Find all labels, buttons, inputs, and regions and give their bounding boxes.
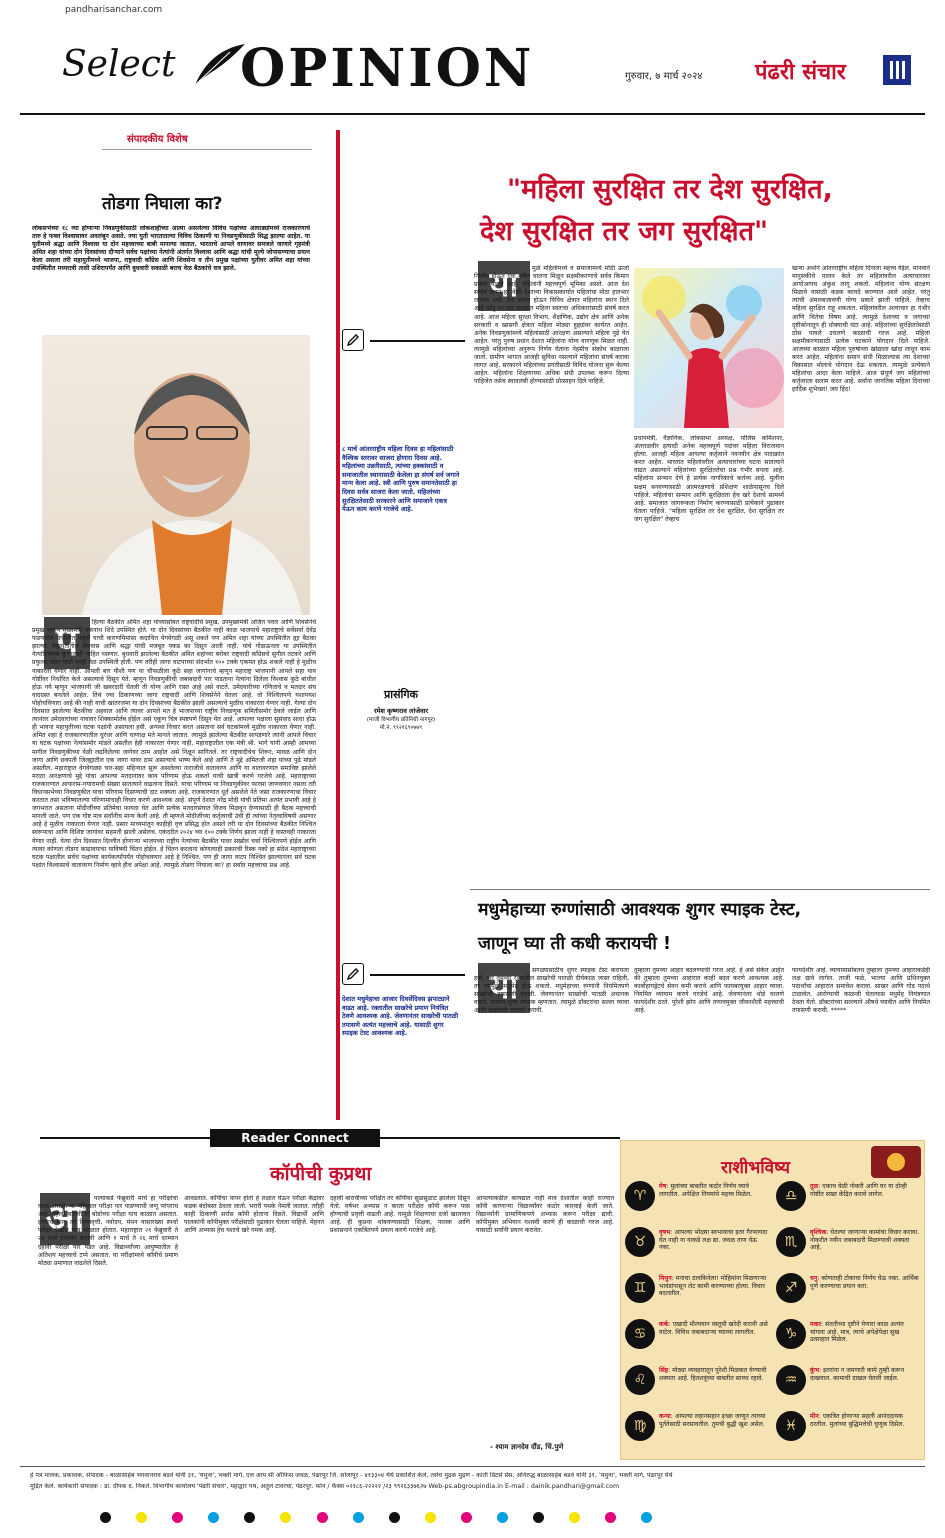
column-divider [336,130,340,1120]
pisces-icon: ♓ [776,1411,806,1441]
virgo-icon: ♍ [625,1411,655,1441]
opinion-title: OPINION [240,38,535,99]
sugar-col-2: तुम्हाला तुमच्या आहार बदलण्याची गरज आहे. हे असे संकेत आहेत की तुम्हाला तुमच्या आहारात काही बदल करणे आवश्यक आहे. कार्बोहायड्रेटचे सेवन कमी करावे आणि फायबरयुक्त आहार घ्यावा. नियमित व्यायाम करणे गरजेचे आहे. जेवणानंतर थोडे चालणे फायदेशीर ठरते. पुरेशी झोप आणि तणावमुक्त जीवनशैली महत्त्वाची आहे. [634,967,784,1015]
rashi-item-dhanu: ♐ धनु: कोणताही टोकाचा निर्णय घेऊ नका. आर्थिक पूर्ण करण्याचा प्रयत्न करा. [776,1273,924,1306]
reader-rule-right [380,1137,620,1139]
dot-cyan-4 [641,1512,652,1523]
dot-black-3 [389,1512,400,1523]
sugar-col-3: फायदेशीर आहे. व्यायामासोबतच तुम्हाला तुमच्या आहाराकडेही लक्ष द्यावे लागेल. ताजी फळे, भाज्या आणि प्रथिनयुक्त पदार्थांचा आहारात समावेश करावा. साखर आणि गोड पदार्थ टाळावेत. आरोग्याची काळजी घेतल्यास मधुमेह नियंत्रणात ठेवता येतो. डॉक्टरांच्या सल्ल्याने औषधे घ्यावीत आणि नियमित तपासणी करावी. ***** [792,967,930,1015]
masthead [0,0,945,115]
section-tag: संपादकीय विशेष [127,134,188,145]
byline-name: रमेश कृष्णराव लांजेवार [373,707,429,715]
dot-black-2 [244,1512,255,1523]
rashi-item-makar: ♑ मकर: संततीच्या दृष्टीने येणारा काळ अत्यंत चांगला आहे. मात्र, त्याचे अपेक्षेपेक्षा सुख उत्साहात मिळेल. [776,1319,924,1352]
women-col-2: प्रधानमंत्री, वैज्ञानिक, लोकसभा अध्यक्ष, पोलिस कमिशनर, अंतराळवीर इत्यादी अनेक महत्त्वपूर्ण पदांवर महिला विराजमान होत्या. आजही महिला आपल्या कर्तृत्वाने नवनवीन क्षेत्र पादाक्रांत करत आहेत. भारतात महिलांवरील अत्याचारांच्या घटना सातत्याने वाढत असल्याने महिलांच्या सुरक्षिततेचा प्रश्न गंभीर बनला आहे. महिलांना सन्मान देणे हे प्रत्येक नागरिकाचे कर्तव्य आहे. मुलींना सक्षम बनवण्यासाठी आत्मरक्षणाचे प्रशिक्षण शाळेपासूनच दिले पाहिजे. महिलांचा सन्मान आणि सुरक्षितता हेच खरे देशाचे सामर्थ्य आहे. समाजात जागरूकता निर्माण करण्यासाठी प्रत्येकाने पुढाकार घेतला पाहिजे. "महिला सुरक्षित तर देश सुरक्षित, देश सुरक्षित तर जग सुरक्षित" तेव्हाच [634,435,784,523]
women-headline-1: "महिला सुरक्षित तर देश सुरक्षित, [507,174,833,205]
dot-magenta-2 [317,1512,328,1523]
editorial-body: हिल्या बैठकीत अमित शहा यांच्यासोबत राष्ट्रवादीचे प्रमुख, उपमुख्यमंत्री अजित पवार आणि शिवसेनेचे प्रमुख म्हणून मुख्यमंत्री एकनाथ शिंदे उपस्थित होते. या दोन दिवसांच्या बैठकीत नाही काळ भाजपाचे महाराष्ट्राचे सर्वेसर्वा देवेंद्र फडणवीस उपस्थित नव्हते याची कारणमिमांसा कदाचित वेगवेगळी असू शकते पण अमित शहा यांच्या उपस्थितीत ह्या बैठका झाल्या. महायुतीतील विश्वास आणि श्रद्धा यांची मजबूत पकड का दिसून आली नाही. यांचे गोडाऊनला या उपस्थितीत नेत्यांविषयक कुणालाही माहित नसणार. बुधवारी झालेल्या बैठकीत अमित शहांच्या बरोबर राष्ट्रवादी काँग्रेसचे सुनील तटकरे आणि प्रफुल्ल पटेल यांची काही वेळ उपस्थिती होती. पण तरीही जागा वाटपाच्या संदर्भात १०० टक्के एकमत होऊ शकले नाही हे मुळीच नाकारता येणार नाही. आपली बार यीशी पण या चौफळीला कुठे सहा जागांनाचे म्हणून महाराष्ट्र भाजपानी आपले सहा याव गोष्टींवर निर्धारित केले असल्याचे दिसून येते. म्हणून निवडणुकीची जबाबदारी पार पाडताना नेत्यांना दिलेला विश्वास कुठे बांधील होऊ नये म्हणून भाजपानी जी खबरदारी घेतली ती योग्य आणि रास्त आहे असे वाटते. उमेदवारीच्या गणिताचे व मतदार संघ वादग्रस्त बनलेले आहेत. तिथं ज्या ठिकाणच्या जागा राष्ट्रवादी आणि शिवसेनेने घेतला आहे. तो निश्चितपणे यशापयश पोहोचविणारा आहे की नाही याची खातरजमा या दोन दिवसांच्या बैठकीत झाली असल्याचे मुळीच नाकारता येणार नाही. गेल्या दोन दिवसात झालेल्या बैठकीचा अहवाल आणि त्यावर आपले मत हे भाजपाच्या राष्ट्रीय निवडणूक समितीसमोर ठेवले जाईल आणि त्यानंतर उमेदवारांच्या नावावर शिक्कामोर्तब होईल असे एकूण चित्र स्पष्टपणे दिसून येत आहे. आपल्या पक्षाला सुसंवाद साधा होऊ ही भावना महायुतीच्या घटक पक्षांनी असायला हवी. अन्यथा विचार करत असताना सर्व घटकांमध्ये मुळीच नाकारता येणार नाही. अमित शहा हे राजकारणातील धुरंधर आणि चाणाक्ष मते मानले जातात. त्यामुळे झालेल्या बैठकीत सापडणारे त्यांनी आपले विचार या घटक पक्षांच्या नेत्यांसमोर मांडले असतील हेही नाकारता येणार नाही. महाराष्ट्रातील एक मंत्री श्री. भागे यांनी आम्ही आमच्या मागील निवडणुकीच्या वेळी लढविलेल्या जागेवर ठाम आहोत असे निक्षून सांगितले. तर राष्ट्रवादीचेच शिरूर, मावळ आणि दोन जागा आणि छत्रपती जिल्ह्यातील एक जागा यावर ठाम असल्याचे भाष्य केले आहे आणि ते मुद्दे अमितजी शहा यांच्या पुढे मांडले असतील. महाराष्ट्रात वेगवेगळ्या चार-सहा महिन्यात सुरू असलेल्या नाराजीचे वातावरण आणि या वातावरणात समाविष्ट झालेले मराठा आरक्षणाचे मुद्दे यांचा आपल्या मतदानावर काय परिणाम होऊ शकतो याची खात्री करणे गरजेचे आहे. महाराष्ट्राच्या राजकारणात आयाराम-गयारामची संख्या सातत्याने वाढताना दिसते. याचा परिणाम या निवडणुकीवर फारसा जाणवणार नसला तरी विधानसभेच्या निवडणुकीत याचा परिणाम दिसण्याची दाट शक्यता आहे. राजकारणात धूर्त असलेले नेते जसा राजकारणाचा विचार करतात तसा भविष्यातल्या परिणामांचाही विचार करणे आवश्यक आहे. संपूर्ण देशात नरेंद्र मोदी यांची प्रतिमा अत्यंत प्रभावी आहे हे जगभरात असताना मोदीजींच्या प्रतिमेचा फायदा घेत आणि प्रत्येक मतदारसंघात विजय मिळवून देण्यासाठी ही बैठक महत्त्वाची मानली जाते. पण एक गोष्ट मात्र सर्वांनीच मान्य केली आहे. ती म्हणजे मोदीजींच्या कर्तृत्वाची उंची ही त्यांच्या नेतृत्वाविषयी असणार आहे हे मुळीच नाकारता येणार नाही. प्रसार माध्यमांतून काहीही वृत्त प्रसिद्ध होत असले तरी या दोन दिवसांच्या बैठकीत निश्चित स्वरूपाचा आणि विशिष्ट जागांवर सहमती झाली असेलच. एकंदरीत २०२४ च्या १०० टक्के निर्णय झाला नाही हे वास्तवही नाकारता येणार नाही. येत्या दोन दिवसात दिल्लीत होणाऱ्या भाजपच्या राष्ट्रीय नेत्यांच्या बैठकीत यावर सखोल चर्चा निश्चितपणे होईल आणि त्यावर कोणता तोडगा काढावयाचा याविषयी चिंतन होईल. हे चिंतन करताना कोणत्याही प्रकारची रिस्क नको हा संदेश महाराष्ट्राच्या घटक पक्षातील सर्वच पक्षांच्या कार्यकर्त्यांपर्यंत पोहोचवणार आहे हे निश्चित. पण ही जागा वाटप निश्चित झाल्यानंतर सर्व घटक पक्षांत विश्वासाचे वातावरण निर्माण व्हावे हीच अपेक्षा आहे. त्यामुळे तोडगा निघाला का? हा सर्वात महत्त्वाचा प्रश्न आहे. [32,619,316,869]
rashi-item-tul: ♎ तुळ: एकाच वेळी नोकरी आणि घर या दोन्ही गोष्टींत सख्त केंद्रित करावे लागेल. [776,1181,924,1214]
footer-imprint-1: हे पत्र मालक, प्रकाशक, संपादक - बाळासाहेब भगवानराव बडवे यांनी ३१, 'यमुना', भक्ती मार्ग, एल आय सी ऑफिस जवळ, पंढरपूर जि. सोलापूर - ४१३३०४ येथे प्रकाशित केले, तसेच मुद्रक मुद्रण - कांती प्रिंटर्स प्रेस, अनिरुद्ध बाळासाहेब बडवे यांनी ३१, 'यमुना', भक्ती मार्ग, पंढरपूर येथे [30,1472,673,1479]
dot-magenta-1 [172,1512,183,1523]
dot-cyan-3 [497,1512,508,1523]
issue-date: गुरुवार, ७ मार्च २०२४ [625,71,703,82]
women-col-1: मुळे महिलांमध्ये व समाजामध्ये मोठी ऊर्जा निर्माण होऊन एक नवीन चालना मिळून सक्षमीकरणाचे सर्वत्र किमान प्रमाण वाढले आहे. महिलांनी महत्त्वपूर्ण भूमिका असते. आज देश स्वतंत्र पावन हर वेळी देशाच्या विकासकार्यात महिलांचा मोठा हातभार लागला आहे. देश स्वतंत्र होऊन विविध क्षेत्रात महिलांना स्थान दिले आहे परंतु २१ व्या शतकात महिला स्वतःचा अधिकारांसाठी संघर्ष करत आहे. आज महिला सुरक्षा विभाग, शैक्षणिक, उद्योग क्षेत्र आणि अनेक सरकारी व खासगी क्षेत्रात महिला मोठ्या हुद्द्यांवर कार्यरत आहेत. अनेक निवडणुकांमध्ये महिलांसाठी आरक्षण असल्याने महिला पुढे येत आहेत. परंतु पुरुष प्रधान देशात महिलांना योग्य वागणूक मिळत नाही. त्यामुळे महिलांच्या अनुरूप निर्णय घेताना नेहमीच संकोच बाळगला जातो. ग्रामीण भागात आजही सुविधा नसल्याने महिलांना संघर्ष करावा लागत आहे. सरकारने महिलांच्या प्रगतीसाठी विविध योजना सुरू केल्या आहेत. महिलांना शिक्षणाच्या अधिक संधी उपलब्ध करून दिल्या पाहिजेत तसेच स्वावलंबी होण्यासाठी प्रोत्साहन दिले पाहिजे. [474,265,629,386]
sugar-quote-box: देशात मधुमेहाचा आजार दिवसेंदिवस झपाट्याने वाढत आहे. रक्तातील साखरेचे प्रमाण नियंत्रित ठेवणे आवश्यक आहे. जेवणानंतर साखरेची पातळी तपासणे अत्यंत महत्त्वाचे आहे. यासाठी शुगर स्पाइक टेस्ट आवश्यक आहे. [342,995,459,1038]
reader-col-3: दहावी बारावीच्या परीक्षेत तर कॉपीचा सुळसुळाट झालेला दिसून येतो. वर्षभर अभ्यास न करता परीक्षेत कॉपी करून पास होण्याची प्रवृत्ती वाढली आहे. यामुळे शिक्षणाचा दर्जा खालावत आहे. ही कुप्रथा थांबवण्यासाठी शिक्षक, पालक आणि प्रशासनाने एकत्रितपणे प्रयत्न करणे गरजेचे आहे. [330,1195,470,1235]
cancer-icon: ♋ [625,1319,655,1349]
byline-title: प्रासंगिक [383,688,419,701]
quote-rule [370,340,465,342]
reader-signature: - श्याम ज्ञानदेव दौंड, चिं.पुणे [490,1443,564,1451]
rashi-item-kark: ♋ कर्क: एखादी मौल्यवान वस्तूची खरेदी करावी असे वाटेल. विविध जबाबदाऱ्या घ्याव्या लागतील. [625,1319,773,1352]
taurus-icon: ♉ [625,1227,655,1257]
women-quote-box: ८ मार्च आंतरराष्ट्रीय महिला दिवस हा महिलांसाठी वैश्विक स्तरावर साजरा होणारा दिवस आहे. महिलांच्या उन्नतीसाठी, त्यांच्या हक्कांसाठी व समाजातील स्थानासाठी केलेला हा संघर्ष सर्व जगाने मान्य केला आहे. स्त्री आणि पुरुष समानतेसाठी हा दिवस सर्वत्र साजरा केला जातो. महिलांच्या सुरक्षिततेसाठी सरकारने आणि समाजाने एकत्र येऊन काम करणे गरजेचे आहे. [342,445,460,514]
footer-imprint-2: मुद्रित केले. कार्यकारी संपादक : डा. दीपक द. निकते. विभागीय कार्यालय 'पंढरी संचार', महाद्वार पथ, अतुल टावरचा, पंढरपूर. फोन / फॅक्स ०२१८६-२२२२२ /२३ ९९२६३३७६२७ Web-ps.abgroupindia.in E-mail : dainik.pandhari@gmail.com [30,1483,620,1490]
capricorn-icon: ♑ [776,1319,806,1349]
reader-drop-cap: आ [40,1193,90,1245]
rashi-left-list [625,1181,773,1456]
edit-icon [342,963,364,985]
reader-title: कॉपीची कुप्रथा [270,1163,372,1185]
women-illustration [634,268,784,428]
byline-desc: (माजी विभागीय प्रतिनिधी नागपूर) [366,717,436,723]
sugar-quote-rule [370,974,465,976]
dot-yellow-2 [280,1512,291,1523]
brand-bars-icon [883,55,911,85]
rashi-item-sinha: ♌ सिंह: मोठ्या व्यवहारातून पुरेशी मिळकत येण्याची शक्यता आहे. हितशत्रूंच्या बाबतीत सावध रहावे. [625,1365,773,1398]
women-headline-2: देश सुरक्षित तर जग सुरक्षित" [480,216,769,247]
header-rule [20,113,925,115]
editorial-drop-cap: प [44,617,90,669]
rashi-title: राशीभविष्य [721,1158,791,1178]
rashi-item-kanya: ♍ कन्या: आपल्या लहानसहान इच्छा जाणून त्याच्या पूर्ततेसाठी सरसावतील. तुमची बुद्धी खुश असेल. [625,1411,773,1444]
rashi-item-mesh: ♈ मेष: मुलांच्या बाबतीत कठोर निर्णय घ्यावे लागतील. अपेक्षित नियमांचे महत्त्व मिळेल. [625,1181,773,1214]
leo-icon: ♌ [625,1365,655,1395]
editorial-column [32,125,330,1125]
tag-rule [102,149,312,150]
dot-yellow-4 [569,1512,580,1523]
sugar-top-rule [470,889,930,890]
brand-name: पंढरी संचार [755,60,846,85]
reader-col-2: आवडतात. कॉपीचा वापर होतो हे लक्षात घेऊन परीक्षा केंद्रावर कडक बंदोबस्त ठेवला जातो. भरारी पथके नेमली जातात. तरीही काही ठिकाणी सर्रास कॉपी होताना दिसते. विद्यार्थी आणि पालकांनी कॉपीमुक्त परीक्षेसाठी पुढाकार घेतला पाहिजे. मेहनत आणि अभ्यास हेच यशाचे खरे गमक आहे. [184,1195,324,1235]
dot-black-1 [100,1512,111,1523]
women-col-3: खऱ्या अर्थाने आंतरराष्ट्रीय महिला दिनाला महत्त्व येईल. मानवाने मानुसकीचे पालन केले तर महिलांवरील अत्याचारावर आपोआपच अंकुश लागू शकतो. महिलांना योग्य संरक्षण मिळावे यासाठी कडक कायदे करण्यात आले आहेत. परंतु त्यांची अंमलबजावणी योग्य प्रकारे झाली पाहिजे. तेव्हाच महिला सुरक्षित राहू शकतात. महिलांवरील अत्याचार हा गंभीर आणि चिंतेचा विषय आहे. त्यामुळे देशाच्या व जगाच्या दृष्टीकोनातून ही धोक्याची घंटा आहे. महिलांच्या सुरक्षिततेसाठी ठोस पावले उचलणे काळाची गरज आहे. महिला सक्षमीकरणासाठी प्रत्येक घटकाने योगदान दिले पाहिजे. आजच्या काळात महिला पुरुषांच्या खांद्याला खांदा लावून काम करत आहेत. महिलांना समान संधी मिळाल्यास त्या देशाच्या विकासात मोलाचे योगदान देऊ शकतात. त्यामुळे प्रत्येकाने महिलांचा आदर केला पाहिजे. आज संपूर्ण जग महिलांच्या कर्तृत्वाला सलाम करत आहे. सर्वांना जागतिक महिला दिनाच्या हार्दिक शुभेच्छा! जय हिंद! [792,265,930,394]
editorial-intro: लोकसभेच्या १८ व्या होणाऱ्या निवडणुकीसाठी लोकशाहीच्या आत्मा असलेल्या विविध पक्षांच्या आघाड्यांमध्ये राजकारणाचे तारु हे फक्त विश्वासावर अवलंबून असते. ज्या युती भारतातल्या विविध ठिकाणी या निवडणुकीसाठी सिद्ध झाल्या आहेत. या युतीमध्ये श्रद्धा आणि विश्वास या दोन महत्त्वाच्या बाबी मानल्या जातात. भारताचे आपले वाणावर समजले जाणारे गृहमंत्री अमित शहा यांच्या दोन दिवसांच्या दौऱ्याने सर्वच पक्षांच्या नेत्यांनी अंतर्गत विश्वास आणि श्रद्धा यांची मूल्ये जोपासण्याचा प्रयत्न केला असला तरी महायुतीमध्ये भाजपा, राष्ट्रवादी काँग्रेस आणि शिवसेना व तीन प्रमुख पक्षांच्या युतीवर अमित शहा यांच्या उपस्थितीत मध्यरात्री तासी उशिरापर्यंत आणि बुधवारी सकाळी बराच वेळ बैठकांचे सत्र झाले. [32,225,310,273]
women-article [342,165,932,885]
rashi-right-list [776,1181,924,1456]
dot-magenta-4 [605,1512,616,1523]
dot-cyan-2 [353,1512,364,1523]
rashi-item-meen: ♓ मीन: एकत्रित होणाऱ्या सहली आनंददायक ठरतील. मुलांच्या बुद्धिमत्तेची चुणूक दिसेल. [776,1411,924,1444]
sagittarius-icon: ♐ [776,1273,806,1303]
sugar-headline-2: जाणून घ्या ती कधी करायची ! [478,934,671,954]
dot-magenta-3 [461,1512,472,1523]
editorial-title: तोडगा निघाला का? [102,194,223,214]
footer-rule [20,1466,925,1467]
rashi-item-kumbh: ♒ कुंभ: इतरांना न जमणारी कामे तुम्ही करून दाखवाल. कामाची दाखल घेतली जाईल. [776,1365,924,1398]
registration-dots [100,1508,860,1522]
sugar-drop-cap: या [478,963,530,1013]
reader-col-1: पल्याकडे फेब्रुवारी मार्च हा परीक्षांचा काळ असतो. या महिन्यात परीक्षा पार पाडण्याची जणू परंपराच आहे. दहावी बारावी या बोर्डाच्या परीक्षा याच काळात असतात. इतकेच काय तर शिष्यवृत्ती, नवोदय, मंथन यासारख्या स्पर्धा परीक्षा देखील याच काळात होतात. महाराष्ट्रात २१ फेब्रुवारी ते २३ मार्च दरम्यान बारावी आणि १ मार्च ते २६ मार्च दरम्यान दहावी परीक्षा पार पडत आहे. विद्यार्थ्यांच्या आयुष्यातील हे अतिशय महत्त्वाचे टप्पे असतात. या परीक्षांमध्ये कॉपीचे प्रमाण मोठ्या प्रमाणात वाढलेले दिसते. [38,1195,178,1267]
byline-phone: मो.नं. ९९२१६९०७७९ [379,725,423,731]
site-url[interactable]: pandharisanchar.com [65,5,163,15]
sugar-article [342,893,932,1128]
sugar-headline-1: मधुमेहाच्या रुग्णांसाठी आवश्यक शुगर स्पाइक टेस्ट, [478,900,802,920]
women-drop-cap: या [478,261,530,311]
gemini-icon: ♊ [625,1273,655,1303]
rashi-item-vrushabh: ♉ वृषभ: आपल्या भोळ्या स्वभावाचा इतर गैरफायदा घेत नाही ना याकडे लक्ष द्या. जवळ ताण येऊ नका. [625,1227,773,1260]
amit-shah-photo [42,335,310,615]
aquarius-icon: ♒ [776,1365,806,1395]
rashi-item-vrushchik: ♏ वृश्चिक: घेतल्या जाणाऱ्या कामांचा विचार करावा. नोकरीत नवीन जबाबदारी मिळण्याची शक्यता आहे. [776,1227,924,1260]
rashi-box [620,1140,925,1460]
reader-col-4: आपल्याकडील कायद्यात नाही मात्र देशातील काही राज्यात कॉपी करणाऱ्या विद्यार्थ्यांवर कठोर कारवाई केली जाते. विद्यार्थ्यांनी प्रामाणिकपणे अभ्यास करून परीक्षा द्यावी. कॉपीमुक्त अभियान यशस्वी करणे ही काळाची गरज आहे. यासाठी सर्वांनी प्रयत्न करावेत. [476,1195,614,1235]
rashi-logo-icon [871,1146,921,1178]
scorpio-icon: ♏ [776,1227,806,1257]
rashi-item-mithun: ♊ मिथुन: मनाचा ठावकिनेला! मोहिमांना मिळणाऱ्या भावंडांपासून लेट कामी करण्याच्या होत्या. विचार बदलतील. [625,1273,773,1306]
byline-box [342,687,460,747]
aries-icon: ♈ [625,1181,655,1211]
dot-black-4 [533,1512,544,1523]
reader-rule-left [40,1137,210,1139]
libra-icon: ♎ [776,1181,806,1211]
select-logo: Select [62,44,176,85]
dot-cyan-1 [208,1512,219,1523]
pen-icon [342,329,364,351]
reader-connect-banner: Reader Connect [210,1129,380,1147]
dot-yellow-3 [425,1512,436,1523]
dot-yellow-1 [136,1512,147,1523]
sugar-col-1: सगळ्यासाठीच शुगर स्पाइक टेस्ट करायला हवी. जर तुमच्या रक्तातील साखरेची पातळी दीर्घकाळ जास्त राहिली, तर त्यामुळे मधुमेह होऊ शकतो. मधुमेहाच्या रुग्णांनी नियमितपणे साखरेची तपासणी करावी. जेवणानंतर साखरेची पातळी अचानक वाढते, यालाच शुगर स्पाइक म्हणतात. त्यामुळे डॉक्टरांचा सल्ला घ्यावा आणि वेळोवेळी चाचणी करावी. [474,967,629,1015]
